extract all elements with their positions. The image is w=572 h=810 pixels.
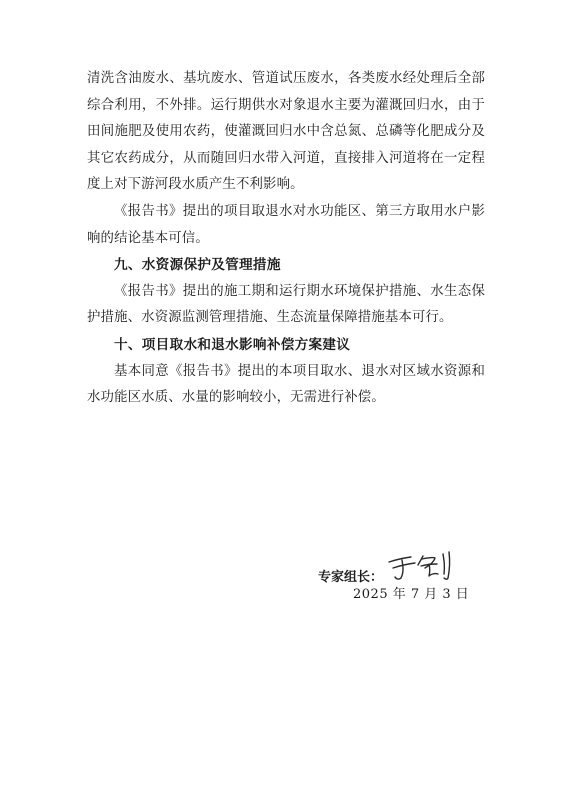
- paragraph-wastewater: 清洗含油废水、基坑废水、管道试压废水，各类废水经处理后全部综合利用，不外排。运行期供水对象退水主要为灌溉回归水，由于田间施肥及使用农药，使灌溉回归水中含总氮、总磷等化肥成分及其它农药成分，从而随回归水带入河道，直接排入河道将在一定程度上对下游河段水质产生不利影响。: [87, 71, 485, 193]
- section-heading-10: 十、项目取水和退水影响补偿方案建议: [114, 336, 351, 353]
- signature-label: 专家组长：: [318, 570, 384, 585]
- paragraph-protection-measures: 《报告书》提出的施工期和运行期水环境保护措施、水生态保护措施、水资源监测管理措施、生态流量保障措施基本可行。: [87, 283, 485, 326]
- section-heading-9: 九、水资源保护及管理措施: [114, 257, 281, 274]
- paragraph-compensation: 基本同意《报告书》提出的本项目取水、退水对区域水资源和水功能区水质、水量的影响较小，无需进行补偿。: [87, 363, 485, 406]
- document-body: [87, 66, 485, 412]
- paragraph-conclusion: 《报告书》提出的项目取退水对水功能区、第三方取用水户影响的结论基本可信。: [87, 203, 485, 246]
- signature-block: [318, 548, 518, 588]
- signature-date: 2025 年 7 月 3 日: [353, 587, 470, 602]
- handwritten-signature: [385, 548, 463, 584]
